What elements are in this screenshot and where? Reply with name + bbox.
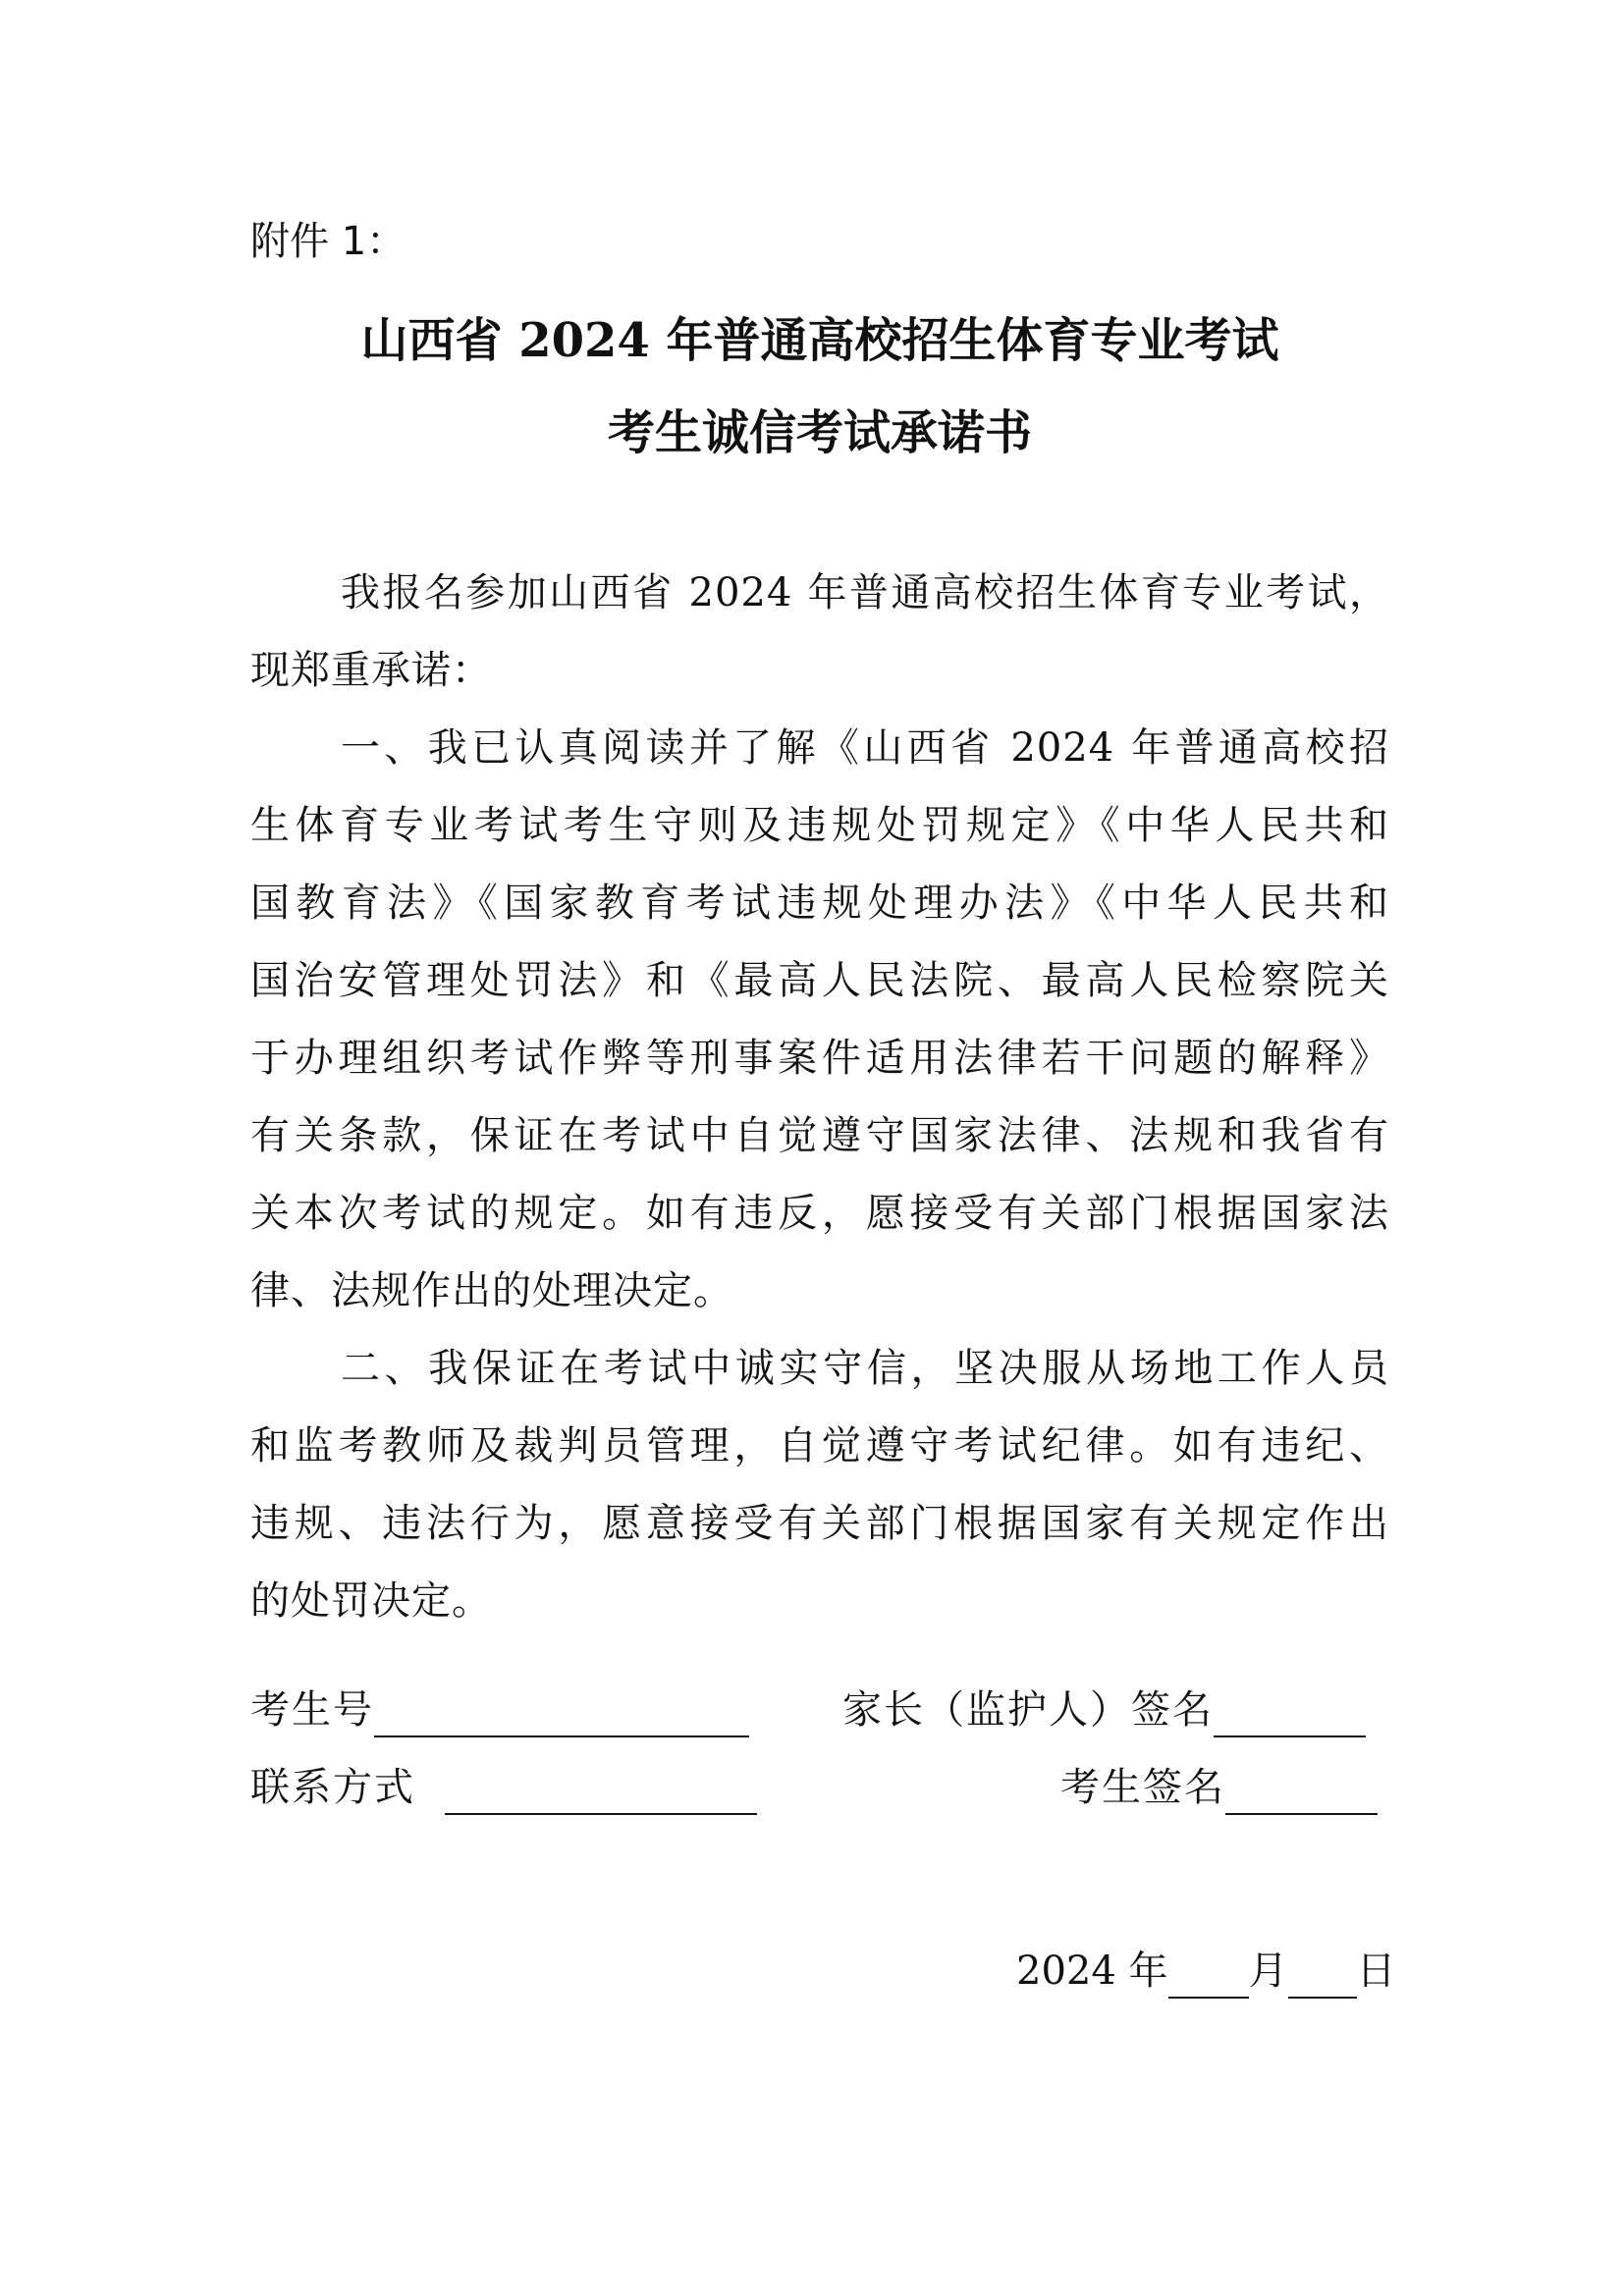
body-line: 于办理组织考试作弊等刑事案件适用法律若干问题的解释》 (250, 1036, 1389, 1081)
body-line: 关本次考试的规定。如有违反，愿接受有关部门根据国家法 (250, 1191, 1389, 1236)
attachment-label: 附件 1： (250, 219, 406, 264)
pledge-body (250, 555, 1389, 1640)
contact-label: 联系方式 (250, 1765, 415, 1810)
body-line: 有关条款，保证在考试中自觉遵守国家法律、法规和我省有 (250, 1113, 1389, 1158)
body-line: 违规、违法行为，愿意接受有关部门根据国家有关规定作出 (250, 1501, 1389, 1546)
body-line: 生体育专业考试考生守则及违规处罚规定》《中华人民共和 (250, 803, 1389, 848)
parent-signature-row (842, 1682, 1366, 1737)
date-day-unit: 日 (1356, 1949, 1396, 1994)
parent-signature-label: 家长（监护人）签名 (842, 1687, 1214, 1733)
exam-number-label: 考生号 (250, 1687, 374, 1733)
exam-number-row (250, 1682, 749, 1737)
date-year: 2024 年 (1016, 1949, 1168, 1994)
body-line: 国教育法》《国家教育考试违规处理办法》《中华人民共和 (250, 881, 1389, 926)
examinee-signature-label: 考生签名 (1060, 1765, 1225, 1810)
body-line: 二、我保证在考试中诚实守信，坚决服从场地工作人员 (341, 1346, 1389, 1391)
document-title-line-2: 考生诚信考试承诺书 (607, 405, 1032, 460)
document-title-line-1: 山西省 2024 年普通高校招生体育专业考试 (360, 313, 1279, 368)
body-line: 和监考教师及裁判员管理，自觉遵守考试纪律。如有违纪、 (250, 1423, 1389, 1468)
examinee-signature-blank[interactable] (1225, 1768, 1378, 1815)
date-month-unit: 月 (1248, 1949, 1288, 1994)
exam-number-blank[interactable] (374, 1690, 749, 1737)
parent-signature-blank[interactable] (1214, 1690, 1366, 1737)
body-line: 国治安管理处罚法》和《最高人民法院、最高人民检察院关 (250, 958, 1389, 1003)
contact-blank[interactable] (445, 1768, 757, 1815)
date-row (1016, 1944, 1396, 1999)
body-line: 现郑重承诺： (250, 648, 492, 693)
contact-row (250, 1760, 757, 1815)
date-month-blank[interactable] (1168, 1951, 1249, 1999)
body-line: 一、我已认真阅读并了解《山西省 2024 年普通高校招 (341, 725, 1389, 771)
date-day-blank[interactable] (1288, 1951, 1357, 1999)
examinee-signature-row (1060, 1760, 1378, 1815)
body-line: 的处罚决定。 (250, 1578, 492, 1624)
body-line: 我报名参加山西省 2024 年普通高校招生体育专业考试， (341, 570, 1389, 615)
body-line: 律、法规作出的处理决定。 (250, 1268, 733, 1313)
